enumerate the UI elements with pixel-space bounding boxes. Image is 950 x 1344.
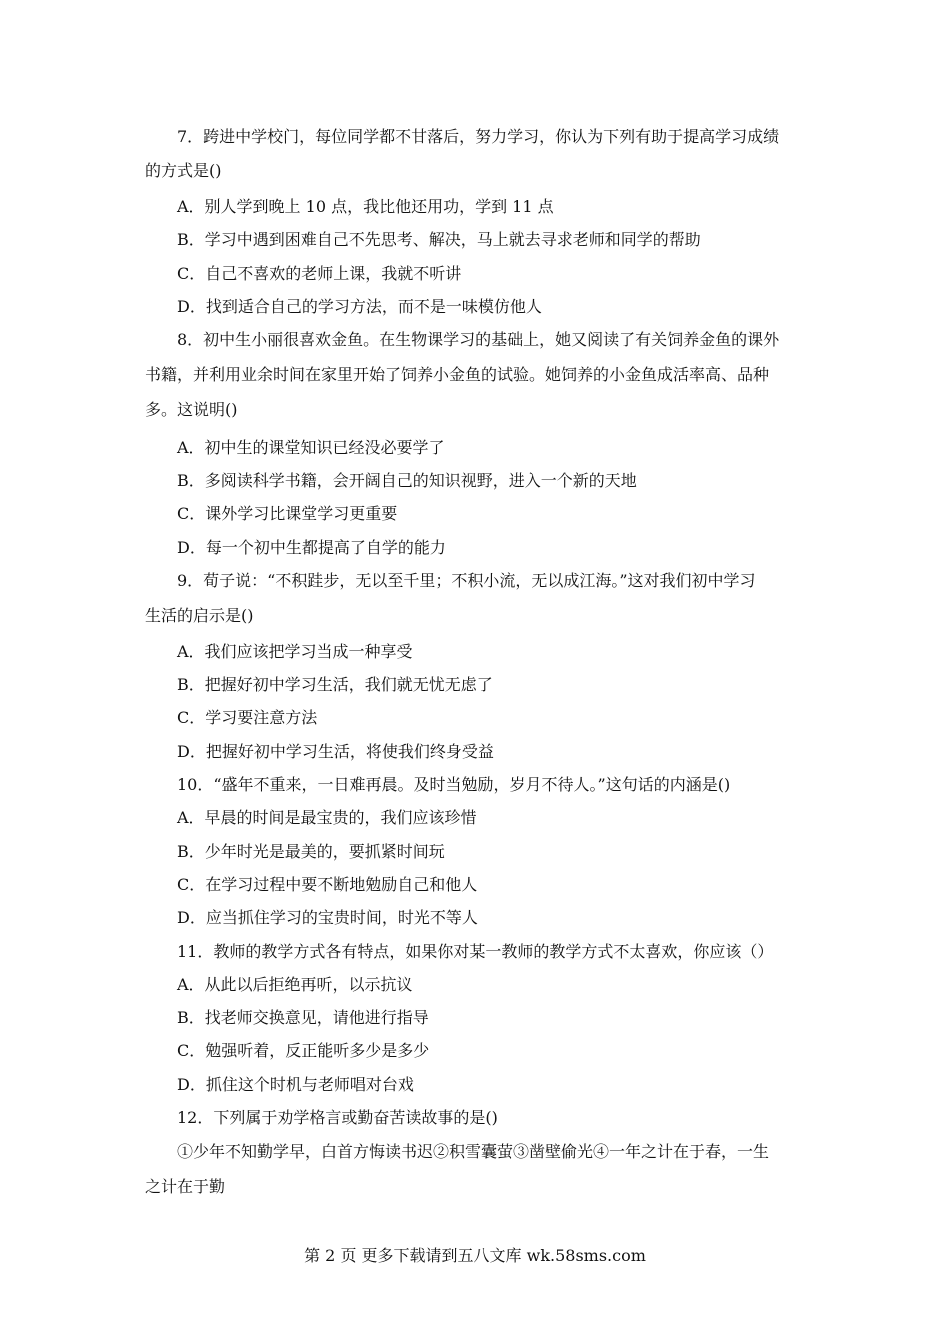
question-9-option-a: A．我们应该把学习当成一种享受 [177,642,413,661]
question-10-option-b: B．少年时光是最美的，要抓紧时间玩 [177,842,445,861]
question-10-option-d: D．应当抓住学习的宝贵时间，时光不等人 [177,908,478,927]
question-7-option-a: A．别人学到晚上 10 点，我比他还用功，学到 11 点 [177,197,554,216]
question-7-option-c: C．自己不喜欢的老师上课，我就不听讲 [177,264,462,283]
question-9-stem-line-1: 9．荀子说：“不积跬步，无以至千里；不积小流，无以成江海。”这对我们初中学习 [177,571,756,590]
question-12-stem-line-3: 之计在于勤 [145,1177,226,1196]
question-8-option-a: A．初中生的课堂知识已经没必要学了 [177,438,445,457]
question-7-stem-line-2: 的方式是() [145,161,222,180]
question-9-option-c: C．学习要注意方法 [177,708,318,727]
question-11-option-d: D．抓住这个时机与老师唱对台戏 [177,1075,414,1094]
question-11-option-a: A．从此以后拒绝再听，以示抗议 [177,975,413,994]
question-7-stem-line-1: 7．跨进中学校门，每位同学都不甘落后，努力学习，你认为下列有助于提高学习成绩 [177,127,780,146]
question-9-option-d: D．把握好初中学习生活，将使我们终身受益 [177,742,494,761]
question-8-stem-line-3: 多。这说明() [145,400,238,419]
question-8-option-c: C．课外学习比课堂学习更重要 [177,504,398,523]
question-11-option-b: B．找老师交换意见，请他进行指导 [177,1008,429,1027]
page-footer: 第 2 页 更多下载请到五八文库 wk.58sms.com [304,1246,646,1265]
question-10-option-c: C．在学习过程中要不断地勉励自己和他人 [177,875,478,894]
question-10-option-a: A．早晨的时间是最宝贵的，我们应该珍惜 [177,808,477,827]
question-11-option-c: C．勉强听着，反正能听多少是多少 [177,1041,430,1060]
question-7-option-d: D．找到适合自己的学习方法，而不是一味模仿他人 [177,297,542,316]
question-9-option-b: B．把握好初中学习生活，我们就无忧无虑了 [177,675,493,694]
question-8-option-b: B．多阅读科学书籍，会开阔自己的知识视野，进入一个新的天地 [177,471,637,490]
question-7-option-b: B．学习中遇到困难自己不先思考、解决，马上就去寻求老师和同学的帮助 [177,230,701,249]
question-8-stem-line-1: 8．初中生小丽很喜欢金鱼。在生物课学习的基础上，她又阅读了有关饲养金鱼的课外 [177,330,780,349]
question-10-stem-line-1: 10．“盛年不重来，一日难再晨。及时当勉励，岁月不待人。”这句话的内涵是() [177,775,731,794]
question-12-stem-line-2: ①少年不知勤学早，白首方悔读书迟②积雪囊萤③凿壁偷光④一年之计在于春，一生 [177,1142,770,1161]
question-9-stem-line-2: 生活的启示是() [145,606,254,625]
question-8-option-d: D．每一个初中生都提高了自学的能力 [177,538,446,557]
question-12-stem-line-1: 12．下列属于劝学格言或勤奋苦读故事的是() [177,1108,498,1127]
question-8-stem-line-2: 书籍，并利用业余时间在家里开始了饲养小金鱼的试验。她饲养的小金鱼成活率高、品种 [145,365,770,384]
question-11-stem-line-1: 11．教师的教学方式各有特点，如果你对某一教师的教学方式不太喜欢，你应该（） [177,942,774,961]
